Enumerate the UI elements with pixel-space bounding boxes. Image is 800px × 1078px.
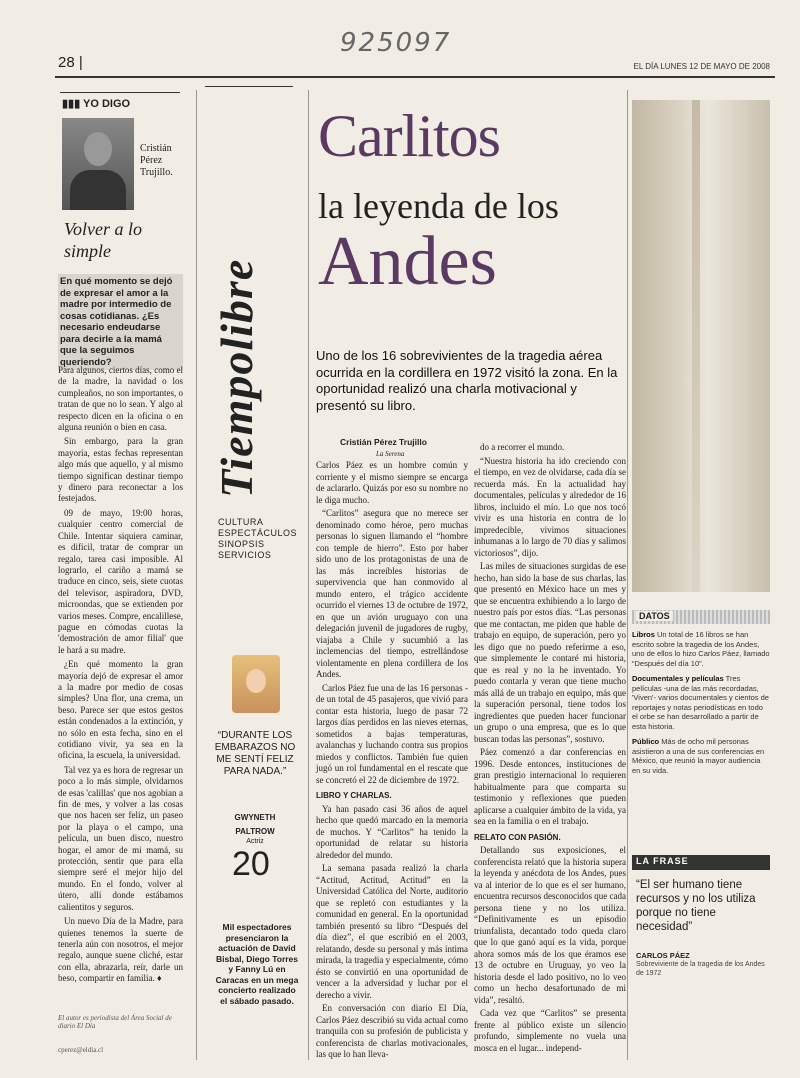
frase-quote: “El ser humano tiene recursos y no los utiliza porque no tiene necesidad” (636, 879, 756, 933)
section-sub: SINOPSIS (218, 539, 265, 549)
column-paragraph: Tal vez ya es hora de regresar un poco a lo más simple, olvidarnos de esas 'calillas' que nos agobian a fin de mes, y volver a las cosas que nos hacen ser feliz, un paseo por la playa o el campo, una película, un buen disco, nuestro hogar, el amor de mi mamá, su protección, sentir que para ella siempre seré el mejor hijo del mundo. En el fondo, volver al útero, allí donde estábamos calientitos y seguros. (58, 764, 183, 912)
top-rule (55, 76, 775, 78)
article-subhead: RELATO CON PASIÓN. (474, 832, 561, 842)
section-subtitles (218, 517, 298, 561)
section-sub: SERVICIOS (218, 550, 272, 560)
article-column-2 (474, 442, 626, 1056)
section-rule (205, 86, 293, 87)
handwritten-stamp: 925097 (340, 28, 452, 58)
article-paragraph: Carlos Páez es un hombre común y corriente y el mismo siempre se encarga de aclararlo. Quizás por eso su nombre no le diga mucho. (316, 460, 468, 505)
article-paragraph: Las miles de situaciones surgidas de ese hecho, han sido la base de sus charlas, las que presentó en México hace un mes y que se encuentra exhibiendo a lo largo de nuestro país por estos días. “Las personas que me contactan, me piden que hable de trabajo en equipo, de superación, pero yo les digo que no puedo referirme a eso, que simplemente le contaré mi historia, que es real y no la he inventado. Yo puedo contarla y veran que tiene mucho más allá de un trabajo en equipo, más que la superación personal, tiene todos los ingredientes que pueden hacer funcionar un grupo o una empresa, que es lo que buscan todas las personas”, sostuvo. (474, 561, 626, 744)
datos-item: Público Más de ocho mil personas asistieron a una de sus conferencias en México, que reunió la mayor audiencia en su vida. (632, 737, 765, 775)
publication-date: EL DÍA LUNES 12 DE MAYO DE 2008 (633, 62, 770, 71)
quote-name: GWYNETH (234, 813, 276, 822)
headline-middle: la leyenda de los (318, 186, 559, 226)
page-number: 28 | (58, 54, 83, 71)
article-paragraph: La semana pasada realizó la charla “Actitud, Actitud, Actitud” en la Universidad Católica del Norte, auditorio que se repletó con estudiantes y la comunidad en general. En la oportunidad también presentó su libro “Después del día diez”, el que escribió en el 2003, relatando, desde su personal y más íntima mirada, la tragedia y especialmente, cómo ésto se convirtió en una oportunidad de vencer a la adversidad y luchar por el derecho a vivir. (316, 863, 468, 1000)
article-place: La Serena (376, 450, 405, 458)
column-paragraph: ¿En qué momento la gran mayoría dejó de expresar el amor a la madre por medio de cosas simples? Una flor, una crema, un beso. Parece ser que estos gestos están condenados a la extinción, y no sólo en esta fecha, sino en el cotidiano vivir, ya sea en la oficina, la escuela, la universidad. (58, 659, 183, 761)
datos-item: Libros Un total de 16 libros se han escrito sobre la tragedia de los Andes, uno de ellos lo hizo Carlos Páez, llamado “Después del día 10”. (632, 630, 770, 668)
article-subhead: LIBRO Y CHARLAS. (316, 791, 392, 800)
article-intro: Uno de los 16 sobrevivientes de la tragedia aérea ocurrida en la cordillera en 1972 visitó la zona. En la oportunidad realizó una charla motivacional y presentó su libro. (316, 348, 618, 413)
article-paragraph: “Nuestra historia ha ido creciendo con el tiempo, en vez de olvidarse, cada día se recuerda más. En la actualidad hay documentales, películas y alrededor de 16 libros, incluido el mío. Lo que nos tocó vivir es una historia en contra de lo impredecible, vivimos situaciones inhumanas a lo largo de 70 días y salimos victoriosos”, dijo. (474, 455, 626, 558)
datos-label: DATOS (636, 611, 673, 621)
article-paragraph: Carlos Páez fue una de las 16 personas -de un total de 45 pasajeros, que vivió para contar esta historia, luego de pasar 72 largos días perdidos en las nieves eternas, sometidos a bajas temperaturas, avalanchas y luchando contra sus propios miedos y conflictos. También fue quien jugó un rol fundamental en el rescate que se concretó el 22 de diciembre de 1972. (316, 682, 468, 785)
article-column-1 (316, 460, 468, 1063)
article-photo (632, 100, 770, 592)
article-paragraph: do a recorrer el mundo. (480, 442, 565, 452)
frase-role: Sobreviviente de la tragedia de los Andes de 1972 (636, 961, 765, 977)
column-paragraph: Un nuevo Día de la Madre, para quienes tenemos la suerte de tenerla aún con nosotros, el mejor regalo, aunque suene cliché, estar con ella, abrazarla, reír, darle un beso, compartir en familia. ♦ (58, 916, 183, 984)
column-paragraph: Para algunos, ciertos días, como el de la madre, la navidad o los cumpleaños, no son importantes, o tratan de que no lo sean. Y algo al respecto dicen en la oficina o en alguna reunión o bien en casa. (58, 365, 183, 433)
column-credit: El autor es periodista del Área Social de diario El Día (58, 1014, 172, 1030)
headline-last: Andes (318, 223, 497, 300)
frase-label: LA FRASE (636, 856, 689, 866)
frase-author: CARLOS PÁEZ (636, 951, 690, 960)
column-paragraph: Sin embargo, para la gran mayoría, estas fechas representan algo más que aquello, y al mismo tiempo significan destinar tiempo y dinero para reconectar a los festejados. (58, 436, 183, 504)
article-paragraph: Páez comenzó a dar conferencias en 1996. Desde entonces, instituciones de gran prestigio internacional lo requieren habitualmente para que comparta su testimonio y reflexiones que pueden aplicarse a cualquier ámbito de la vida, ya sea en la familia o en el trabajo. (474, 747, 626, 826)
column-paragraph: 09 de mayo, 19:00 horas, cualquier centro comercial de Chile. Intentar siquiera caminar, es difícil, tratar de comprar un regalo, tarea casi imposible. Al lograrlo, el cariño a mamá se traduce en cinco, seis, siete cuotas del televisor, aspiradora, DVD, microondas, que se extienden por varios meses. Compre, encalillese, pague en cómodas cuotas la 'demostración de amor filial' que le hará a su madre. (58, 507, 183, 655)
datos-item: Documentales y películas Tres películas -una de las más recordadas, 'Viven'- varios documentales y cientos de reportajes y notas periodísticas en todo el orbe se han desarrollado a partir de esta historia. (632, 674, 769, 731)
column-title: Volver a lo simple (64, 219, 142, 261)
column-author: Cristián Pérez Trujillo. (140, 143, 173, 178)
article-paragraph: Detallando sus exposiciones, el conferencista relató que la historia supera la leyenda y anécdota de los Andes, pues va al interior de lo que es el ser humano, encuentra recursos desconocidos que cada persona tiene y no los utiliza. “Definitivamente es un episodio triunfalista, decantado todo queda claro que lo que ganó aquí es la vida, porque ahora somos más de los que éramos ese 13 de octubre en Uruguay, yo veo la historia desde el lado positivo, no lo veo como un hecho desafortunado de mi vida”, resaltó. (474, 845, 626, 1005)
column-divider (308, 90, 309, 1060)
quote-role: Actriz (246, 838, 264, 845)
article-paragraph: Cada vez que “Carlitos” se presenta frente al público existe un silencio profundo, simplemente no vuela una mosca en el lugar... independ- (474, 1008, 626, 1053)
column-body (58, 365, 183, 988)
celebrity-quote: “DURANTE LOS EMBARAZOS NO ME SENTÍ FELIZ PARA NADA.” (214, 730, 296, 777)
article-paragraph: “Carlitos” asegura que no merece ser denominado como héroe, pero muchas personas lo siguen llamando el “hombre con temple de hierro”. Esto por haber sido uno de los protagonistas de una de las más increíbles historias de supervivencia que han conmovido al mundo entero, el trágico accidente ocurrido el viernes 13 de octubre de 1972, en que un avión uruguayo con una delegación juvenil de jugadores de rugby, viajaba a Chile y sucumbió a las inclemencias del tiempo, estrellándose violentamente en plena cordillera de los Andes. (316, 508, 468, 679)
stat-number: 20 (232, 845, 270, 883)
celebrity-photo (232, 655, 280, 713)
quote-surname: PALTROW (235, 827, 275, 836)
stat-text: Mil espectadores presenciaron la actuación de David Bisbal, Diego Torres y Fanny Lú en Caracas en un mega concierto realizado el sábado pasado. (215, 922, 299, 1006)
section-title: Tiempolibre (211, 258, 262, 498)
column-lead: En qué momento se dejó de expresar el amor a la madre por intermedio de cosas cotidianas. ¿Es necesario endeudarse para decirle a la mamá que la seguimos queriendo? (58, 274, 183, 370)
article-byline: Cristián Pérez Trujillo (340, 437, 427, 447)
datos-box (632, 630, 770, 781)
column-email: cperez@eldia.cl (58, 1046, 104, 1054)
article-paragraph: En conversación con diario El Día, Carlos Páez describió su vida actual como tranquila con su profesión de publicista y conferencista de charlas motivacionales, las que lo han lleva- (316, 1003, 468, 1059)
section-sub: ESPECTÁCULOS (218, 528, 298, 538)
column-label: ▮▮▮ YO DIGO (62, 98, 131, 110)
headline-main: Carlitos (318, 103, 500, 169)
column-divider (627, 90, 628, 1060)
column-rule (60, 92, 180, 93)
article-paragraph: Ya han pasado casi 36 años de aquel hecho que quedó marcado en la memoria de muchos. Y “Carlitos” ha tenido la oportunidad de relatar su historia alrededor del mundo. (316, 803, 468, 860)
section-sub: CULTURA (218, 517, 264, 527)
author-portrait (62, 118, 134, 210)
